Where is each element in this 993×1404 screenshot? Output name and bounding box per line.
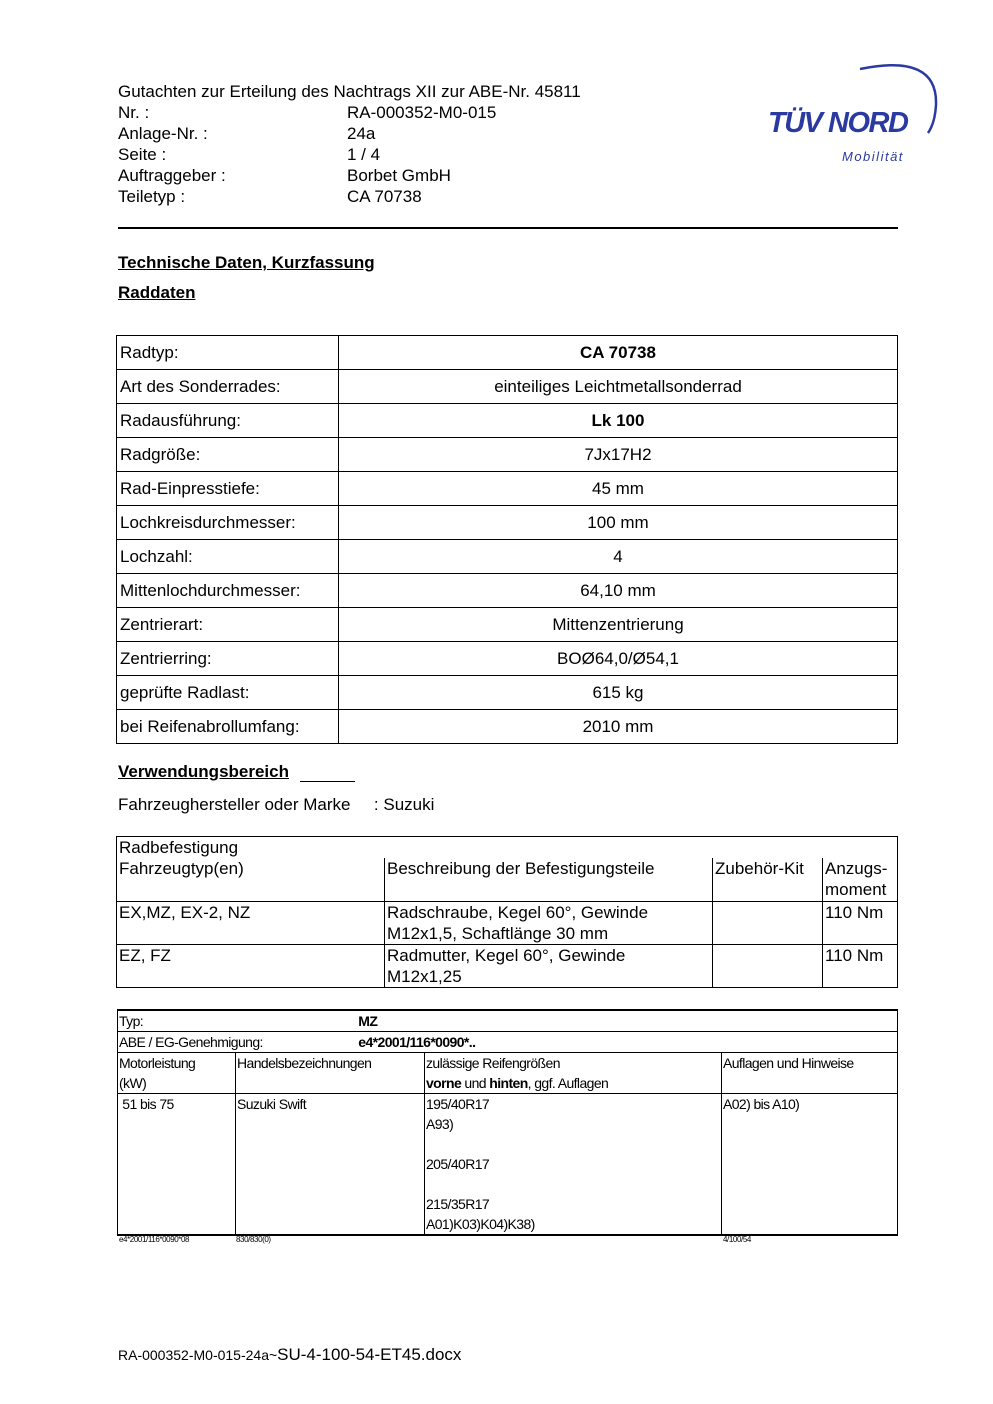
reifengroessen-cell [425,1094,722,1236]
page-footer [118,1345,461,1365]
logo-subtitle: Mobilität [842,149,904,164]
table-row [117,472,898,506]
reifen-line: 195/40R17 [426,1096,490,1112]
reifen-header-line [426,1073,720,1093]
abe-value: e4*2001/116*0090*.. [358,1034,476,1050]
raddaten-value: Lk 100 [339,404,898,438]
section-subtitle: Raddaten [118,283,196,302]
header-label: Anlage-Nr. : [118,124,208,143]
raddaten-label: Radgröße: [117,438,339,472]
table-row [117,608,898,642]
col-zubehoer: Zubehör-Kit [713,858,823,902]
col-motorleistung [118,1053,236,1094]
raddaten-value: 7Jx17H2 [339,438,898,472]
reifen-line: A93) [426,1116,454,1132]
header-value: 24a [347,124,376,143]
header-value: CA 70738 [347,187,422,206]
motorleistung-cell: 51 bis 75 [118,1094,236,1236]
raddaten-label: Lochkreisdurchmesser: [117,506,339,540]
abe-row [118,1032,898,1053]
raddaten-value: 2010 mm [339,710,898,744]
abe-label: ABE / EG-Genehmigung: [119,1034,263,1050]
handelsbezeichnung-cell: Suzuki Swift [236,1094,425,1236]
header-row-seite [118,144,581,165]
footnote-lochkreis: 4/100/54 [723,1235,751,1244]
reifen-header-line: zulässige Reifengrößen [426,1055,560,1071]
table-row [117,370,898,404]
logo-brand: TÜV NORD [768,107,908,139]
raddaten-label: bei Reifenabrollumfang: [117,710,339,744]
table-row [117,676,898,710]
raddaten-label: Zentrierart: [117,608,339,642]
fahrzeugtyp-cell: EZ, FZ [117,945,385,988]
document-header [118,81,581,207]
header-label: Auftraggeber : [118,166,226,185]
beschreibung-cell [385,945,713,988]
raddaten-value: BOØ64,0/Ø54,1 [339,642,898,676]
raddaten-value: 615 kg [339,676,898,710]
reifen-line [426,1134,720,1154]
reifen-line [426,1174,720,1194]
table-row [117,945,898,988]
col-handelsbezeichnungen: Handelsbezeichnungen [236,1053,425,1094]
table-row [117,574,898,608]
typ-row [118,1010,898,1032]
hinten-label: hinten [489,1075,528,1091]
underline-extension [300,781,355,782]
motor-header-line: (kW) [119,1075,147,1091]
col-reifengroessen [425,1053,722,1094]
table-row [117,642,898,676]
zubehoer-cell [713,902,823,945]
section-title: Technische Daten, Kurzfassung [118,253,375,272]
fahrzeughersteller-line [118,795,434,815]
header-value: Borbet GmbH [347,166,451,185]
table-row [117,438,898,472]
hersteller-label: Fahrzeughersteller oder Marke [118,795,351,814]
zubehoer-cell [713,945,823,988]
und-label: und [461,1075,490,1091]
table-row [118,1094,898,1236]
raddaten-value: einteiliges Leichtmetallsonderrad [339,370,898,404]
reifen-line: 215/35R17 [426,1196,490,1212]
footnote-genehmigung: e4*2001/116*0090*08 [119,1235,190,1244]
moment-cell: 110 Nm [823,945,898,988]
raddaten-value: 100 mm [339,506,898,540]
raddaten-value: Mittenzentrierung [339,608,898,642]
moment-label: moment [825,880,887,899]
vorne-label: vorne [426,1075,462,1091]
reifen-line: A01)K03)K04)K38) [426,1216,535,1232]
hersteller-value: Suzuki [383,795,435,814]
raddaten-value: 4 [339,540,898,574]
tuev-nord-logo [760,55,940,170]
table-row [117,404,898,438]
col-fahrzeugtyp: Fahrzeugtyp(en) [117,858,385,902]
table-row [117,540,898,574]
col-beschreibung: Beschreibung der Befestigungsteile [385,858,713,902]
fahrzeugtyp-cell: EX,MZ, EX-2, NZ [117,902,385,945]
header-row-auftraggeber [118,165,581,186]
header-row-teiletyp [118,186,581,207]
beschreibung-line: Radschraube, Kegel 60°, Gewinde [387,903,649,922]
header-label: Nr. : [118,103,150,122]
beschreibung-line: M12x1,5, Schaftlänge 30 mm [387,924,609,943]
radbefestigung-title: Radbefestigung [117,837,898,859]
motor-header-line: Motorleistung [119,1055,196,1071]
anzugs-label: Anzugs- [825,859,888,878]
raddaten-value: 45 mm [339,472,898,506]
auflagen-suffix: , ggf. Auflagen [527,1075,609,1091]
table-row [117,902,898,945]
header-row-nr [118,102,581,123]
moment-cell: 110 Nm [823,902,898,945]
reifen-line: 205/40R17 [426,1156,490,1172]
header-label: Seite : [118,145,167,164]
table-row [117,710,898,744]
raddaten-label: Lochzahl: [117,540,339,574]
typ-value: MZ [358,1013,378,1029]
raddaten-label: Rad-Einpresstiefe: [117,472,339,506]
raddaten-label: Zentrierring: [117,642,339,676]
raddaten-label: geprüfte Radlast: [117,676,339,710]
radbefestigung-table [116,836,898,988]
fahrzeugtyp-table [117,1009,898,1236]
beschreibung-line: M12x1,25 [387,967,462,986]
beschreibung-cell [385,902,713,945]
document-title: Gutachten zur Erteilung des Nachtrags XII zur ABE-Nr. 45811 [118,82,581,101]
col-auflagen: Auflagen und Hinweise [722,1053,898,1094]
footnote-code: 830/830(0) [236,1235,271,1244]
footer-filename-prefix: RA-000352-M0-015-24a~ [118,1347,278,1363]
table-row [117,506,898,540]
header-divider [118,227,898,229]
raddaten-value: 64,10 mm [339,574,898,608]
raddaten-table [116,335,898,744]
beschreibung-line: Radmutter, Kegel 60°, Gewinde [387,946,626,965]
col-anzugsmoment [823,858,898,902]
header-label: Teiletyp : [118,187,186,206]
raddaten-label: Art des Sonderrades: [117,370,339,404]
hersteller-separator: : [373,795,379,814]
raddaten-value: CA 70738 [339,336,898,370]
typ-label: Typ: [119,1013,144,1029]
header-value: RA-000352-M0-015 [347,103,497,122]
header-row-anlage [118,123,581,144]
verwendungsbereich-title: Verwendungsbereich [118,762,289,781]
raddaten-label: Mittenlochdurchmesser: [117,574,339,608]
table-row [117,336,898,370]
footer-filename-suffix: SU-4-100-54-ET45.docx [277,1345,462,1364]
raddaten-label: Radtyp: [117,336,339,370]
header-value: 1 / 4 [347,145,381,164]
raddaten-label: Radausführung: [117,404,339,438]
auflagen-cell: A02) bis A10) [722,1094,898,1236]
